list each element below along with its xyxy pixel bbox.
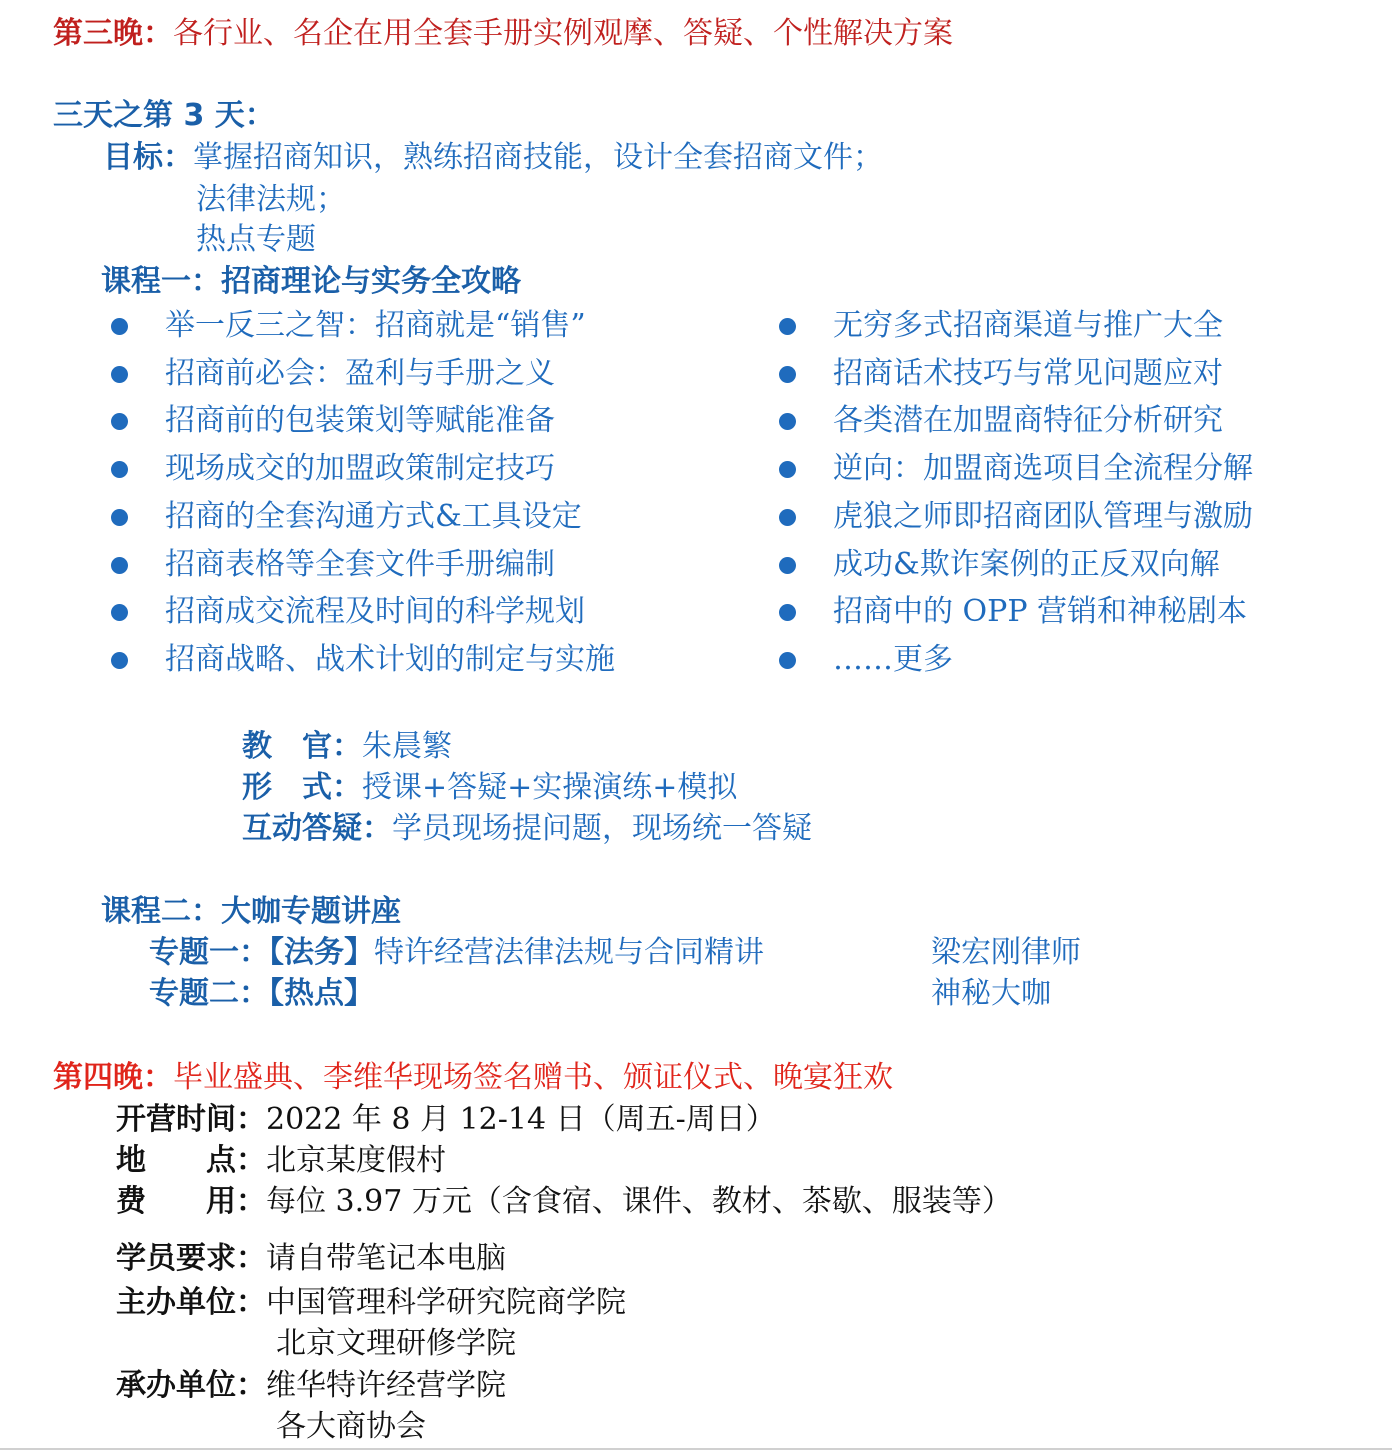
bullet-icon [111, 557, 128, 574]
req-value: 请自带笔记本电脑 [266, 1241, 506, 1276]
bullet-icon [111, 604, 128, 621]
bullet-icon [779, 461, 796, 478]
host-value-1: 中国管理科学研究院商学院 [266, 1285, 626, 1320]
bullet-icon [779, 366, 796, 383]
goal-text-3: 热点专题 [196, 222, 316, 257]
place-line [116, 1141, 446, 1181]
bullet-icon [779, 604, 796, 621]
bullet-icon [111, 318, 128, 335]
course1-title: 课程一：招商理论与实务全攻略 [101, 264, 521, 299]
topic1-line [149, 933, 764, 973]
list-item: 招商的全套沟通方式&工具设定 [165, 499, 582, 534]
day3-title: 三天之第 3 天： [53, 98, 275, 133]
course2-title: 课程二：大咖专题讲座 [101, 894, 401, 929]
list-item: 招商表格等全套文件手册编制 [165, 547, 555, 582]
qa-line [242, 809, 812, 849]
list-item: 招商战略、战术计划的制定与实施 [165, 642, 615, 677]
bullet-icon [779, 509, 796, 526]
org-label: 承办单位： [116, 1368, 266, 1403]
bullet-icon [111, 366, 128, 383]
req-line [116, 1239, 506, 1279]
time-line [116, 1100, 776, 1140]
list-item: 成功&欺诈案例的正反双向解 [833, 547, 1220, 582]
bullet-icon [111, 461, 128, 478]
host-value-2: 北京文理研修学院 [276, 1326, 516, 1361]
list-item: 招商中的 OPP 营销和神秘剧本 [833, 594, 1248, 629]
bullet-icon [111, 652, 128, 669]
place-value: 北京某度假村 [266, 1143, 446, 1178]
list-item: 招商成交流程及时间的科学规划 [165, 594, 585, 629]
bullet-icon [111, 509, 128, 526]
night4-label: 第四晚： [53, 1060, 173, 1095]
list-item: 逆向：加盟商选项目全流程分解 [833, 451, 1253, 486]
bullet-icon [779, 557, 796, 574]
time-label: 开营时间： [116, 1102, 266, 1137]
goal-label: 目标： [103, 140, 193, 175]
list-item: 招商前必会：盈利与手册之义 [165, 356, 555, 391]
instructor-line [242, 727, 452, 767]
night3-label: 第三晚： [53, 16, 173, 51]
list-item: 无穷多式招商渠道与推广大全 [833, 308, 1223, 343]
instructor-name: 朱晨繁 [362, 729, 452, 764]
night4-line [53, 1058, 893, 1098]
list-item: 虎狼之师即招商团队管理与激励 [833, 499, 1253, 534]
fee-line [116, 1182, 1012, 1222]
list-item: 各类潜在加盟商特征分析研究 [833, 403, 1223, 438]
list-item: 现场成交的加盟政策制定技巧 [165, 451, 555, 486]
org-line [116, 1366, 506, 1406]
topic2-label: 专题二：【热点】 [149, 976, 374, 1011]
org-value-2: 各大商协会 [276, 1409, 426, 1444]
list-item: 招商前的包装策划等赋能准备 [165, 403, 555, 438]
fee-label: 费 用： [116, 1184, 266, 1219]
qa-label: 互动答疑： [242, 811, 392, 846]
format-label: 形 式： [242, 770, 362, 805]
goal-text-1: 掌握招商知识，熟练招商技能，设计全套招商文件； [193, 140, 883, 175]
place-label: 地 点： [116, 1143, 266, 1178]
host-line [116, 1283, 626, 1323]
bullet-icon [779, 652, 796, 669]
bottom-divider [0, 1448, 1392, 1450]
list-item: 招商话术技巧与常见问题应对 [833, 356, 1223, 391]
list-item: 举一反三之智：招商就是“销售” [165, 308, 586, 343]
night3-line [53, 14, 953, 54]
topic1-label: 专题一：【法务】 [149, 935, 374, 970]
org-value-1: 维华特许经营学院 [266, 1368, 506, 1403]
goal-text-2: 法律法规； [196, 182, 346, 217]
req-label: 学员要求： [116, 1241, 266, 1276]
topic2-speaker: 神秘大咖 [931, 976, 1051, 1011]
bullet-icon [779, 413, 796, 430]
list-item: ……更多 [833, 642, 953, 677]
qa-text: 学员现场提问题，现场统一答疑 [392, 811, 812, 846]
bullet-icon [779, 318, 796, 335]
night3-text: 各行业、名企在用全套手册实例观摩、答疑、个性解决方案 [173, 16, 953, 51]
topic1-text: 特许经营法律法规与合同精讲 [374, 935, 764, 970]
format-text: 授课+答疑+实操演练+模拟 [362, 770, 738, 805]
night4-text: 毕业盛典、李维华现场签名赠书、颁证仪式、晚宴狂欢 [173, 1060, 893, 1095]
instructor-label: 教 官： [242, 729, 362, 764]
time-value: 2022 年 8 月 12-14 日（周五-周日） [266, 1102, 776, 1137]
goal-line-1 [103, 138, 883, 178]
topic1-speaker: 梁宏刚律师 [931, 935, 1081, 970]
fee-value: 每位 3.97 万元（含食宿、课件、教材、茶歇、服装等） [266, 1184, 1012, 1219]
format-line [242, 768, 737, 808]
bullet-icon [111, 413, 128, 430]
host-label: 主办单位： [116, 1285, 266, 1320]
